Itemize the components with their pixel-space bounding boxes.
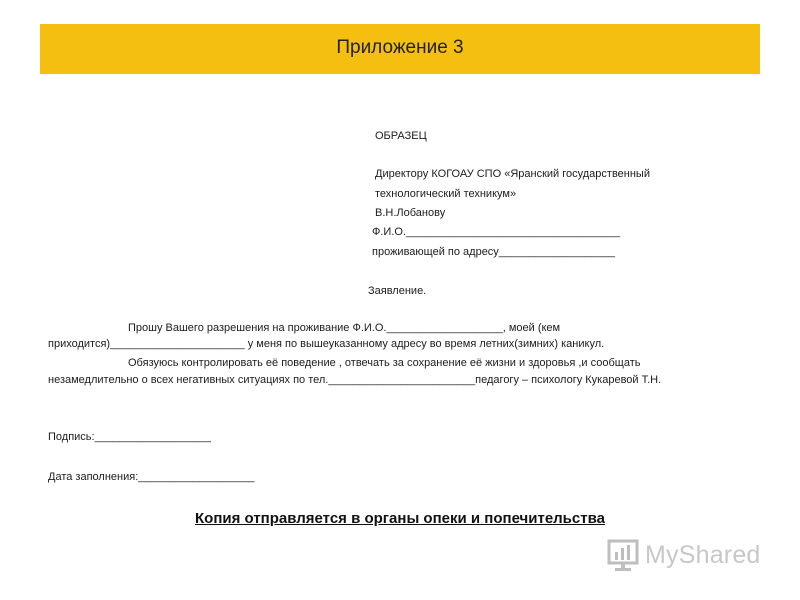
addressee-line-2: технологический техникум» bbox=[375, 188, 517, 200]
title-banner bbox=[40, 24, 760, 74]
fio-line: Ф.И.О.___________________________________ bbox=[372, 226, 621, 238]
body-line-3: Обязуюсь контролировать её поведение , отвечать за сохранение её жизни и здоровья ,и сообщать bbox=[128, 357, 641, 369]
address-line: проживающей по адресу___________________ bbox=[372, 246, 616, 258]
page-title: Приложение 3 bbox=[336, 37, 464, 58]
body-line-4: незамедлительно о всех негативных ситуациях по тел.________________________педагогу – психологу Кукаревой Т.Н. bbox=[48, 374, 662, 386]
statement-heading: Заявление. bbox=[368, 285, 427, 297]
signature-line: Подпись:___________________ bbox=[48, 431, 211, 443]
watermark-text: MyShared bbox=[645, 540, 761, 569]
addressee-line-3: В.Н.Лобанову bbox=[375, 207, 446, 219]
addressee-line-1: Директору КОГОАУ СПО «Яранский государственный bbox=[375, 168, 650, 180]
body-line-2: приходится)______________________ у меня по вышеуказанному адресу во время летних(зимних) каникул. bbox=[48, 338, 605, 350]
footer-note: Копия отправляется в органы опеки и попечительства bbox=[195, 510, 605, 527]
sample-label: ОБРАЗЕЦ bbox=[375, 130, 427, 142]
body-line-1: Прошу Вашего разрешения на проживание Ф.И.О.___________________, моей (кем bbox=[128, 322, 561, 334]
watermark bbox=[606, 537, 761, 573]
bar-chart-icon bbox=[606, 538, 640, 572]
date-line: Дата заполнения:___________________ bbox=[48, 471, 255, 483]
